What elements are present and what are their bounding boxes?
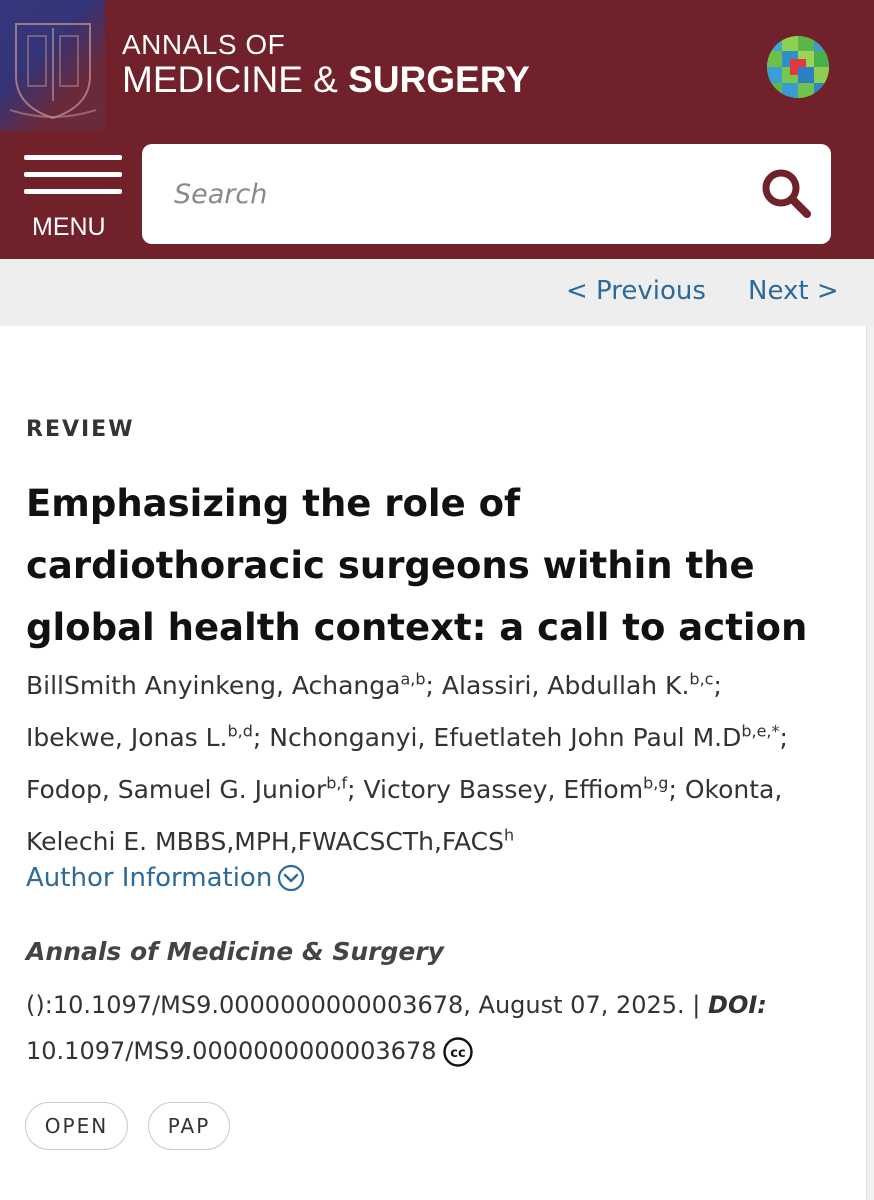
brand-title-main[interactable] xyxy=(122,60,530,100)
author-entry xyxy=(26,775,363,804)
author-affiliation-superscript: b,f xyxy=(326,773,348,793)
author-separator: ; xyxy=(425,671,442,700)
svg-text:cc: cc xyxy=(450,1046,467,1061)
wolters-kluwer-logo-icon[interactable] xyxy=(766,35,830,99)
brand-title-regular: MEDICINE & xyxy=(122,59,349,100)
author-affiliation-superscript: h xyxy=(503,825,515,845)
previous-link[interactable]: < Previous xyxy=(566,276,706,306)
author-name: Nchonganyi, Efuetlateh John Paul M.D xyxy=(269,723,742,752)
pap-badge: PAP xyxy=(148,1102,230,1150)
author-entry xyxy=(26,723,269,752)
search-box[interactable] xyxy=(142,144,831,244)
search-icon[interactable] xyxy=(757,164,815,222)
author-separator: ; xyxy=(779,723,788,752)
article-navigation xyxy=(0,259,874,326)
open-access-badge: OPEN xyxy=(25,1102,128,1150)
brand-title-bold: SURGERY xyxy=(348,59,530,100)
author-information-toggle[interactable] xyxy=(26,863,306,893)
chevron-down-circle-icon xyxy=(276,863,306,893)
author-entry xyxy=(442,671,722,700)
brand-header xyxy=(0,0,874,131)
author-affiliation-superscript: b,c xyxy=(689,669,714,689)
journal-crest-icon xyxy=(0,0,105,131)
author-affiliation-superscript: b,d xyxy=(227,721,253,741)
author-affiliation-superscript: a,b xyxy=(400,669,426,689)
author-separator: ; xyxy=(347,775,364,804)
brand-title-top: ANNALS OF xyxy=(122,29,286,60)
author-name: Victory Bassey, Effiom xyxy=(363,775,644,804)
author-information-label: Author Information xyxy=(26,863,273,893)
author-separator: ; xyxy=(713,671,722,700)
author-list xyxy=(26,660,826,868)
doi-value[interactable]: 10.1097/MS9.0000000000003678 xyxy=(26,1037,437,1065)
author-separator: ; xyxy=(668,775,685,804)
author-name: Fodop, Samuel G. Junior xyxy=(26,775,327,804)
article-type-label: REVIEW xyxy=(26,417,135,442)
doi-label: DOI: xyxy=(708,991,767,1019)
search-input[interactable] xyxy=(174,174,734,214)
author-affiliation-superscript: b,g xyxy=(643,773,669,793)
author-entry xyxy=(26,671,442,700)
author-name: Ibekwe, Jonas L. xyxy=(26,723,228,752)
citation-text: ():10.1097/MS9.0000000000003678, August 07, 2025. | xyxy=(26,991,709,1019)
journal-name: Annals of Medicine & Surgery xyxy=(26,937,444,966)
menu-label: MENU xyxy=(32,213,106,241)
menu-button[interactable] xyxy=(24,155,122,245)
creative-commons-icon[interactable] xyxy=(442,1036,474,1068)
author-affiliation-superscript: b,e,* xyxy=(741,721,780,741)
next-link[interactable]: Next > xyxy=(748,276,839,306)
hamburger-icon xyxy=(24,189,122,194)
citation xyxy=(26,982,846,1074)
article-title: Emphasizing the role of cardiothoracic surgeons within the global health context: a call to action xyxy=(26,482,808,649)
author-entry xyxy=(363,775,684,804)
hamburger-icon xyxy=(24,155,122,160)
scrollbar[interactable] xyxy=(866,326,874,1200)
hamburger-icon xyxy=(24,172,122,177)
author-name: Alassiri, Abdullah K. xyxy=(441,671,690,700)
author-name: BillSmith Anyinkeng, Achanga xyxy=(26,671,401,700)
author-separator: ; xyxy=(252,723,270,752)
author-name: Okonta, Kelechi E. MBBS,MPH,FWACSCTh,FACS xyxy=(26,775,783,856)
author-entry xyxy=(269,723,788,752)
